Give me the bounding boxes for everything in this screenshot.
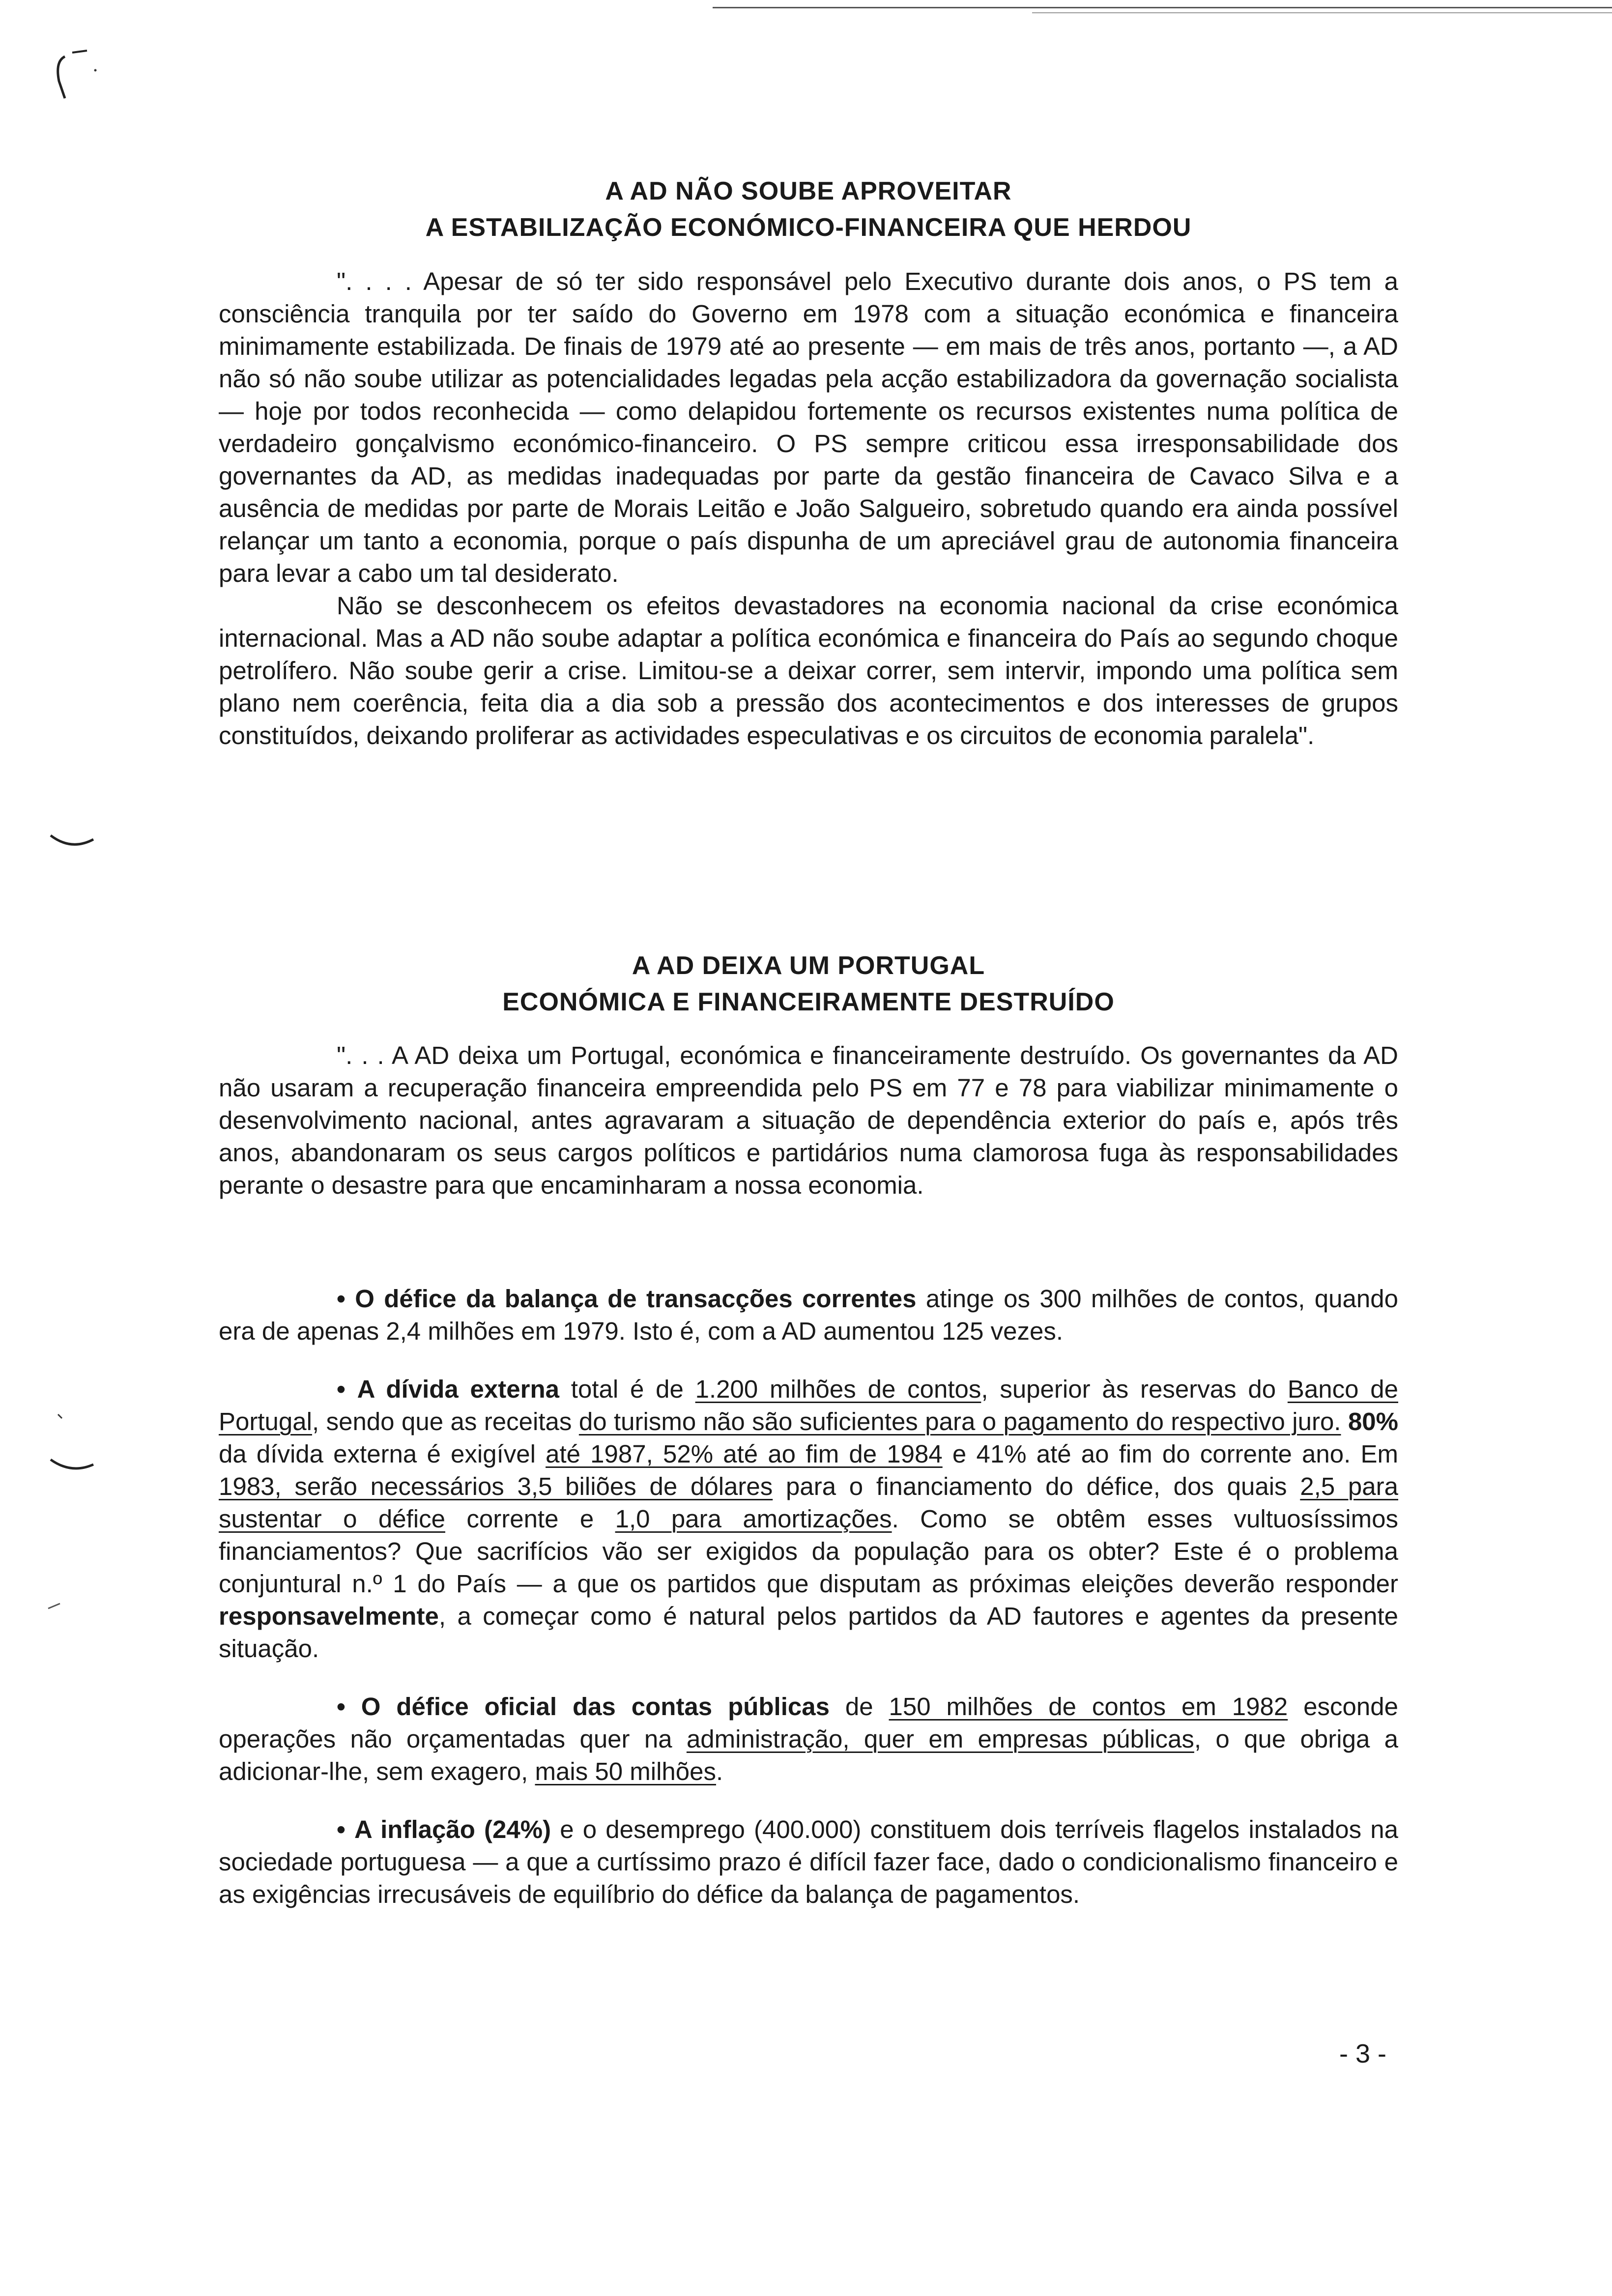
bullet-text-bold: A inflação (24%) [354, 1815, 551, 1843]
bullet-text: e o desemprego (400.000) constituem dois terríveis flagelos instalados na sociedade portuguesa — a que a curtíssimo prazo é difícil fazer face, dado o condicionalismo financeiro e as exigências irrecusáveis de equilíbrio do défice da balança de pagamentos. [219, 1815, 1399, 1908]
bullet-text: , o que obriga a adicionar-lhe, sem exagero, [219, 1725, 1399, 1785]
bullet-item-4 [219, 1813, 1398, 1911]
section-1-body [219, 265, 1398, 752]
bullet-text-underlined: até 1987, 52% até ao fim de 1984 [546, 1440, 943, 1468]
section-1-heading-line-2: A ESTABILIZAÇÃO ECONÓMICO-FINANCEIRA QUE HERDOU [425, 213, 1192, 242]
bullet-text: corrente e [445, 1505, 615, 1533]
corner-scan-mark [45, 47, 99, 106]
scan-top-rule [713, 7, 1612, 8]
section-1-paragraph: Não se desconhecem os efeitos devastadores na economia nacional da crise económica internacional. Mas a AD não soube adaptar a política económica e financeira do País ao segundo choque petrolífero. Não soube gerir a crise. Limitou-se a deixar correr, sem intervir, impondo uma política sem plano nem coerência, feita dia a dia sob a pressão dos acontecimentos e dos interesses de grupos constituídos, deixando proliferar as actividades especulativas e os circuitos de economia paralela". [219, 592, 1398, 749]
bullet-text-underlined: Banco de Portugal [219, 1375, 1398, 1435]
bullet-text-underlined: 1,0 para amortizações [615, 1505, 892, 1533]
bullet-text-underlined: 2,5 para sustentar o défice [219, 1472, 1398, 1533]
bullet-text-underlined: 1983, serão necessários 3,5 biliões de dólares [219, 1472, 773, 1500]
bullet-text: e 41% até ao fim do corrente ano. Em [942, 1440, 1398, 1468]
bullet-text-bold: O défice da balança de transacções correntes [355, 1285, 917, 1313]
bullet-text [1341, 1407, 1348, 1435]
bullet-item-2 [219, 1373, 1398, 1665]
bullet-text-underlined: administração, quer em empresas públicas [686, 1725, 1194, 1753]
bullet-text: , superior às reservas do [981, 1375, 1288, 1403]
margin-scan-mark [47, 831, 101, 855]
bullet-text: da dívida externa é exigível [219, 1440, 546, 1468]
bullet-text-bold: A dívida externa [357, 1375, 559, 1403]
bullet-text-bold: O défice oficial das contas públicas [361, 1693, 830, 1721]
section-2-heading-line-2: ECONÓMICA E FINANCEIRAMENTE DESTRUÍDO [502, 988, 1115, 1016]
bullet-text: esconde operações não orçamentadas quer na [219, 1693, 1399, 1753]
bullet-text-underlined: 1.200 milhões de contos [695, 1375, 981, 1403]
page-number: - 3 - [1339, 2039, 1387, 2068]
bullet-text-underlined: do turismo não são suficientes para o pagamento do respectivo juro. [578, 1407, 1341, 1435]
bullet-item-3 [219, 1691, 1398, 1788]
bullet-marker: • [337, 1693, 345, 1721]
bullet-text: de [829, 1693, 889, 1721]
section-2-body [219, 1039, 1398, 1202]
bullet-text: . Como se obtêm esses vultuosíssimos financiamentos? Que sacrifícios vão ser exigidos da população para os obter? Este é o problema conjuntural n.º 1 do País — a que os partidos que disputam as próximas eleições deverão responder [219, 1505, 1398, 1598]
bullet-text-bold: responsavelmente [219, 1602, 439, 1630]
section-1-heading-line-1: A AD NÃO SOUBE APROVEITAR [605, 177, 1012, 205]
section-2 [219, 947, 1398, 1020]
scan-top-rule-secondary [1032, 12, 1612, 13]
bullet-text-underlined: mais 50 milhões [535, 1757, 716, 1785]
bullet-text: para o financiamento do défice, dos quais [773, 1472, 1300, 1500]
bullet-marker: • [337, 1375, 345, 1403]
bullet-list [219, 1283, 1398, 1911]
bullet-text: atinge os 300 milhões de contos, quando era de apenas 2,4 milhões em 1979. Isto é, com a AD aumentou 125 vezes. [219, 1285, 1398, 1345]
section-1-paragraph: ". . . . Apesar de só ter sido responsável pelo Executivo durante dois anos, o PS tem a consciência tranquila por ter saído do Governo em 1978 com a situação económica e financeira minimamente estabilizada. De finais de 1979 até ao presente — em mais de três anos, portanto —, a AD não só não soube utilizar as potencialidades legadas pela acção estabilizadora da governação socialista — hoje por todos reconhecida — como delapidou fortemente os recursos existentes numa política de verdadeiro gonçalvismo económico-financeiro. O PS sempre criticou essa irresponsabilidade dos governantes da AD, as medidas inadequadas por parte da gestão financeira de Cavaco Silva e a ausência de medidas por parte de Morais Leitão e João Salgueiro, sobretudo quando era ainda possível relançar um tanto a economia, porque o país dispunha de um apreciável grau de autonomia financeira para levar a cabo um tal desiderato. [219, 267, 1398, 587]
bullet-text-underlined: 150 milhões de contos em 1982 [889, 1693, 1288, 1721]
bullet-marker: • [337, 1815, 345, 1843]
section-2-heading-line-1: A AD DEIXA UM PORTUGAL [632, 951, 985, 980]
bullet-text: total é de [559, 1375, 695, 1403]
bullet-text: , sendo que as receitas [312, 1407, 579, 1435]
bullet-text: . [716, 1757, 723, 1785]
margin-scan-mark [47, 1455, 101, 1479]
margin-dot-mark [45, 1600, 65, 1614]
bullet-text-bold: 80% [1348, 1407, 1399, 1435]
bullet-text: , a começar como é natural pelos partidos da AD fautores e agentes da presente situação. [219, 1602, 1398, 1663]
bullet-marker: • [337, 1285, 345, 1313]
margin-dot-mark [53, 1410, 68, 1425]
bullet-item-1 [219, 1283, 1398, 1348]
section-1 [219, 173, 1398, 246]
section-2-paragraph: ". . . A AD deixa um Portugal, económica e financeiramente destruído. Os governantes da AD não usaram a recuperação financeira empreendida pelo PS em 77 e 78 para viabilizar minimamente o desenvolvimento nacional, antes agravaram a situação de dependência exterior do país e, após três anos, abandonaram os seus cargos políticos e partidários numa clamorosa fuga às responsabilidades perante o desastre para que encaminharam a nossa economia. [219, 1041, 1398, 1199]
